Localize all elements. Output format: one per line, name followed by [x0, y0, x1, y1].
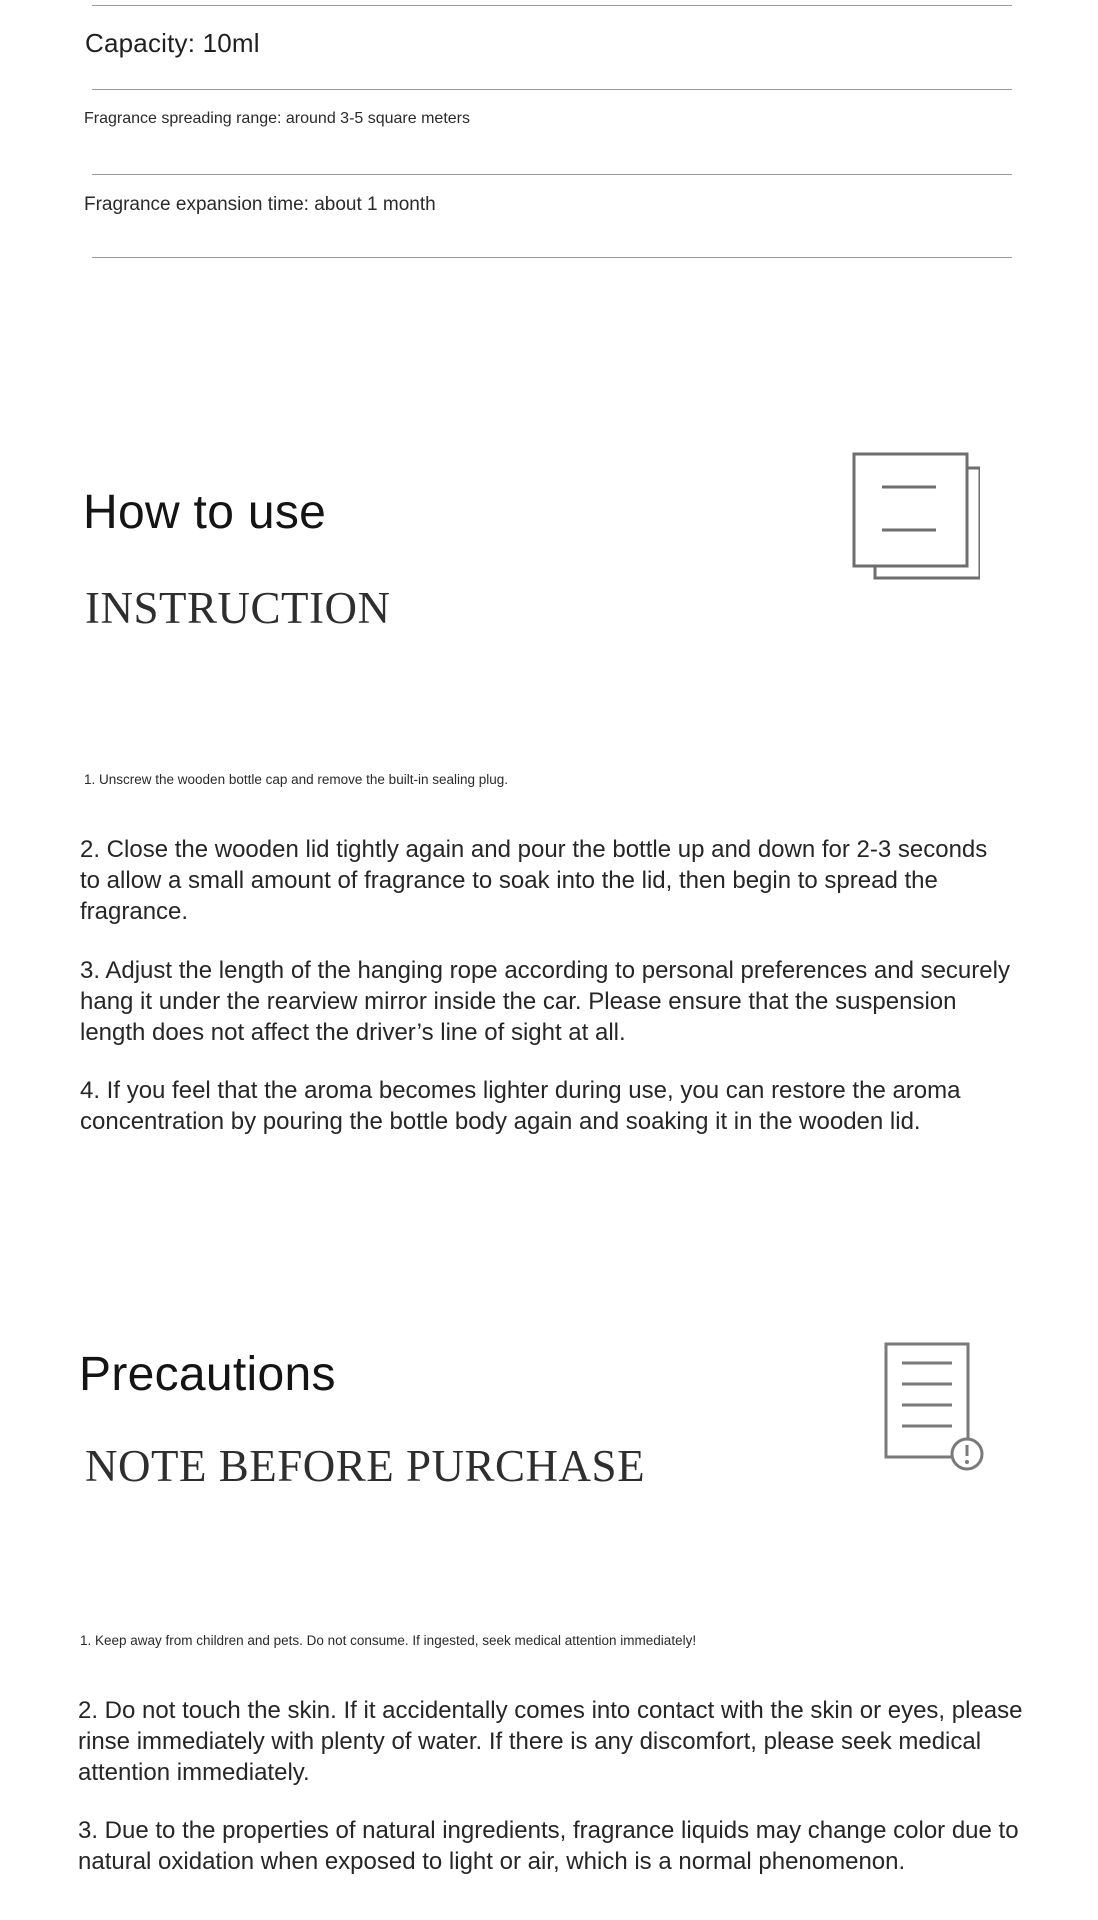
instruction-step-2: 2. Close the wooden lid tightly again and pour the bottle up and down for 2-3 seconds to allow a small amount of fragrance to soak into the lid, then begin to spread the fragrance. [80, 836, 988, 925]
document-warning-icon [884, 1342, 986, 1472]
section-title-precautions: Precautions [79, 1348, 336, 1401]
divider [92, 174, 1012, 175]
instruction-step-1: 1. Unscrew the wooden bottle cap and remove the built-in sealing plug. [84, 772, 509, 787]
spec-spreading-range: Fragrance spreading range: around 3-5 square meters [84, 110, 470, 127]
spec-expansion-time: Fragrance expansion time: about 1 month [84, 194, 436, 215]
instruction-step-4: 4. If you feel that the aroma becomes lighter during use, you can restore the aroma concentration by pouring the bottle body again and soaking it in the wooden lid. [80, 1077, 961, 1135]
instruction-step-3: 3. Adjust the length of the hanging rope according to personal preferences and securely hang it under the rearview mirror inside the car. Please ensure that the suspension length does not affect the driver’s line of sight at all. [80, 957, 1010, 1046]
divider [92, 257, 1012, 258]
spec-capacity: Capacity: 10ml [85, 28, 260, 58]
precaution-item-2: 2. Do not touch the skin. If it accidentally comes into contact with the skin or eyes, please rinse immediately with plenty of water. If there is any discomfort, please seek medical attention immediately. [78, 1697, 1023, 1786]
documents-icon [850, 450, 980, 580]
precaution-item-1: 1. Keep away from children and pets. Do not consume. If ingested, seek medical attention immediately! [80, 1633, 697, 1648]
section-subtitle-note-before-purchase: NOTE BEFORE PURCHASE [85, 1441, 646, 1491]
section-title-how-to-use: How to use [83, 486, 327, 539]
precaution-item-3: 3. Due to the properties of natural ingredients, fragrance liquids may change color due to natural oxidation when exposed to light or air, which is a normal phenomenon. [78, 1817, 1019, 1875]
section-subtitle-instruction: INSTRUCTION [85, 583, 391, 633]
divider [92, 5, 1012, 6]
divider [92, 89, 1012, 90]
